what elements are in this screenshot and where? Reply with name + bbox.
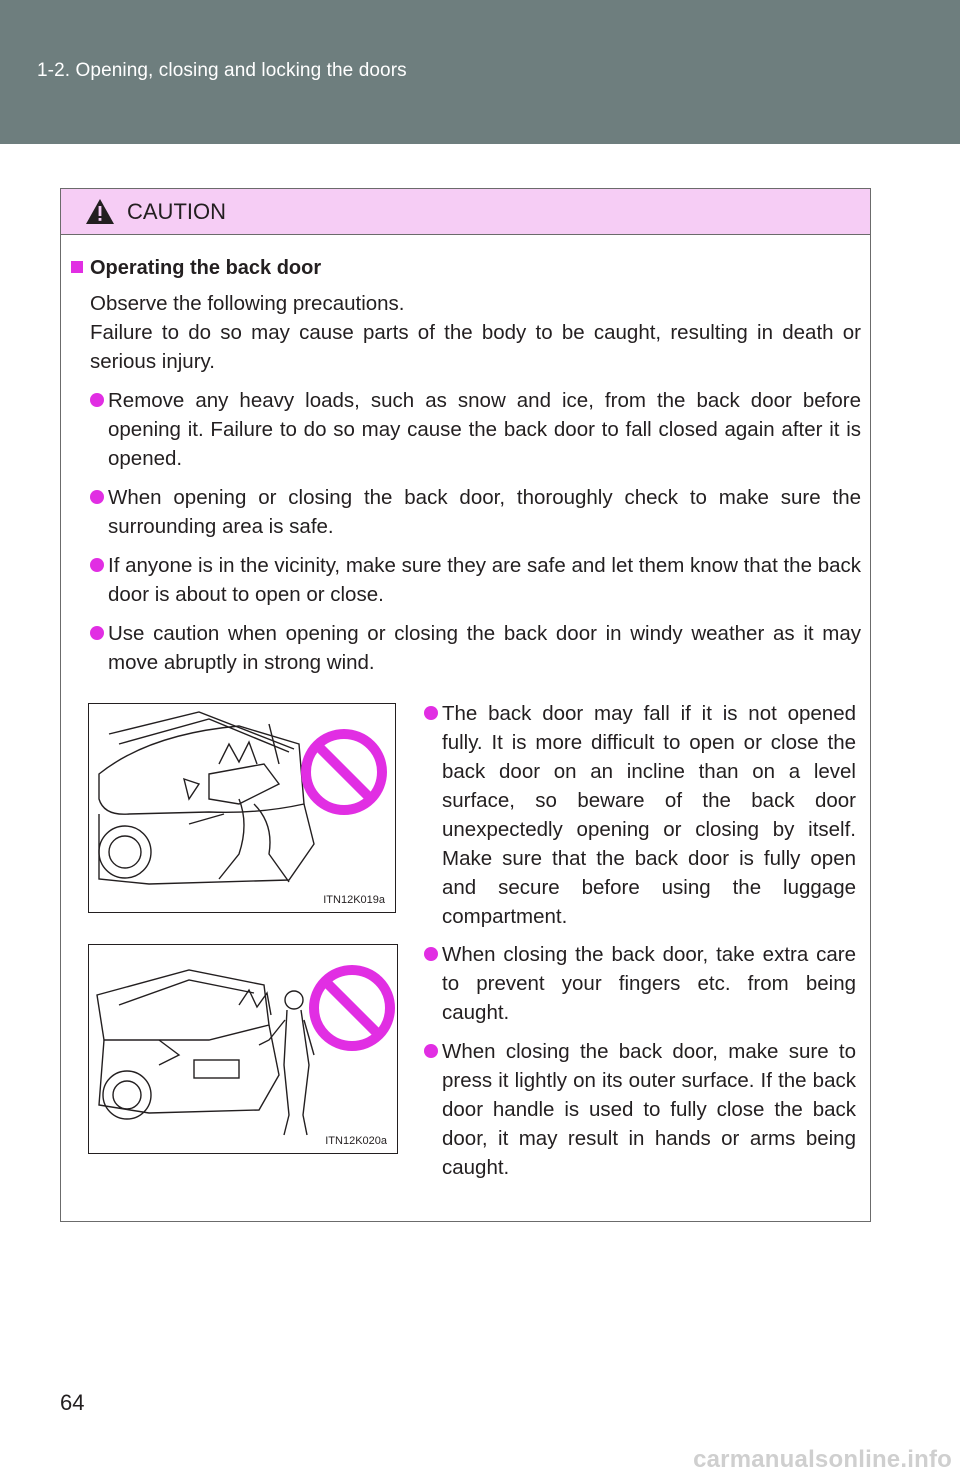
intro-text: Observe the following precautions. — [90, 292, 405, 315]
bullet-dot-icon — [424, 706, 438, 720]
intro-warning-text: Failure to do so may cause parts of the body to be caught, resulting in death or serious injury. — [90, 321, 861, 373]
bullet-dot-icon — [424, 947, 438, 961]
list-item: If anyone is in the vicinity, make sure they are safe and let them know that the back door is about to open or close. — [90, 551, 861, 609]
bullet-dot-icon — [90, 393, 104, 407]
list-item: Remove any heavy loads, such as snow and ice, from the back door before opening it. Failure to do so may cause the back door to fall closed again after it is opened. — [90, 386, 861, 473]
caution-header — [61, 189, 870, 235]
section-heading: Operating the back door — [71, 257, 321, 280]
bullet-dot-icon — [90, 626, 104, 640]
figure-code: ITN12K020a — [325, 1135, 387, 1147]
warning-triangle-icon — [85, 198, 115, 225]
illustration-door-falling — [88, 703, 396, 913]
watermark: carmanualsonline.info — [693, 1446, 952, 1473]
list-item: Use caution when opening or closing the back door in windy weather as it may move abruptly in strong wind. — [90, 619, 861, 677]
illustration-door-closing — [88, 944, 398, 1154]
list-item: When closing the back door, make sure to press it lightly on its outer surface. If the back door handle is used to fully close the back door, it may result in hands or arms being caught. — [424, 1037, 856, 1182]
car-back-door-illustration — [89, 704, 394, 911]
bullet-dot-icon — [90, 490, 104, 504]
bullet-dot-icon — [90, 558, 104, 572]
caution-label: CAUTION — [127, 199, 226, 224]
square-bullet-icon — [71, 261, 83, 273]
bullet-dot-icon — [424, 1044, 438, 1058]
list-item: When closing the back door, take extra care to prevent your fingers etc. from being caught. — [424, 940, 856, 1027]
section-breadcrumb: 1-2. Opening, closing and locking the doors — [37, 60, 407, 81]
list-item: The back door may fall if it is not opened fully. It is more difficult to open or close the back door on an incline than on a level surface, so beware of the back door unexpectedly opening or closing by itself. Make sure that the back door is fully open and secure before using the luggage compartment. — [424, 699, 856, 931]
figure-code: ITN12K019a — [323, 894, 385, 906]
page-number: 64 — [60, 1390, 85, 1415]
caution-box — [60, 188, 871, 1222]
header-band — [0, 0, 960, 144]
car-closing-illustration — [89, 945, 396, 1152]
list-item: When opening or closing the back door, thoroughly check to make sure the surrounding area is safe. — [90, 483, 861, 541]
